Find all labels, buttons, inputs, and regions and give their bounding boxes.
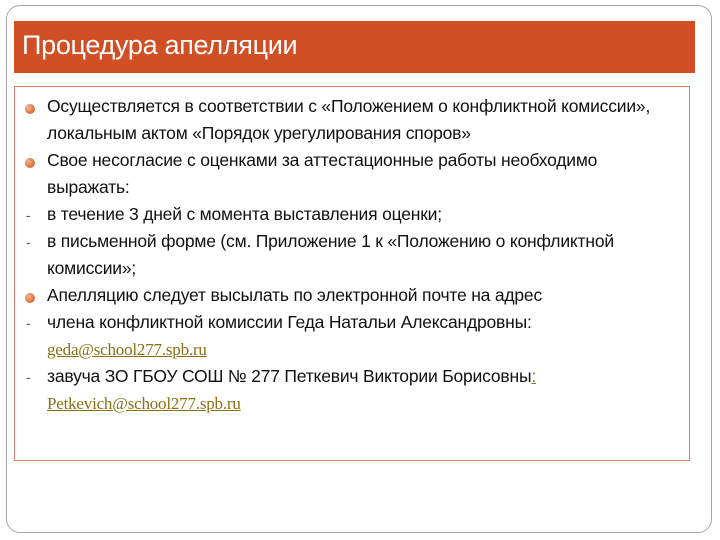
- item-line: локальным актом «Порядок урегулирования споров»: [47, 123, 471, 143]
- item-line: комиссии»;: [47, 258, 137, 278]
- item-line: выражать:: [47, 177, 130, 197]
- list-item: [15, 147, 685, 201]
- bullet-dot-icon: [25, 293, 35, 303]
- list-item: [15, 282, 685, 309]
- dash-marker: -: [26, 234, 31, 250]
- item-line: в течение 3 дней с момента выставления оценки;: [47, 204, 442, 224]
- list-item: [15, 93, 685, 147]
- list-item-text: [47, 363, 685, 417]
- list-item: [15, 309, 685, 363]
- list-item-text: [47, 201, 685, 228]
- list-item-text: [47, 282, 685, 309]
- bullet-dot-icon: [25, 104, 35, 114]
- item-line: члена конфликтной комиссии Геда Натальи Александровны:: [47, 312, 532, 332]
- title-bar: [14, 21, 695, 73]
- list-item-text: [47, 93, 685, 147]
- dash-marker: -: [26, 207, 31, 223]
- bullet-dot-icon: [25, 158, 35, 168]
- list-item-text: [47, 147, 685, 201]
- content-box: [14, 86, 690, 461]
- item-line: Осуществляется в соответствии с «Положением о конфликтной комиссии»,: [47, 96, 651, 116]
- email-link-petkevich[interactable]: Petkevich@school277.spb.ru: [47, 394, 241, 413]
- item-line: завуча ЗО ГБОУ СОШ № 277 Петкевич Виктории Борисовны: [47, 366, 532, 386]
- list-item-text: [47, 309, 685, 363]
- item-line: Свое несогласие с оценками за аттестационные работы необходимо: [47, 150, 598, 170]
- email-link-geda[interactable]: geda@school277.spb.ru: [47, 340, 207, 359]
- item-line: в письменной форме (см. Приложение 1 к «Положению о конфликтной: [47, 231, 614, 251]
- list-item: [15, 228, 685, 282]
- list-item: [15, 363, 685, 417]
- slide-title: Процедура апелляции: [22, 30, 298, 60]
- list-item: [15, 201, 685, 228]
- item-line: Апелляцию следует высылать по электронной почте на адрес: [47, 285, 543, 305]
- trailing-colon[interactable]: :: [531, 366, 537, 386]
- dash-marker: -: [26, 369, 31, 385]
- list-item-text: [47, 228, 685, 282]
- dash-marker: -: [26, 315, 31, 331]
